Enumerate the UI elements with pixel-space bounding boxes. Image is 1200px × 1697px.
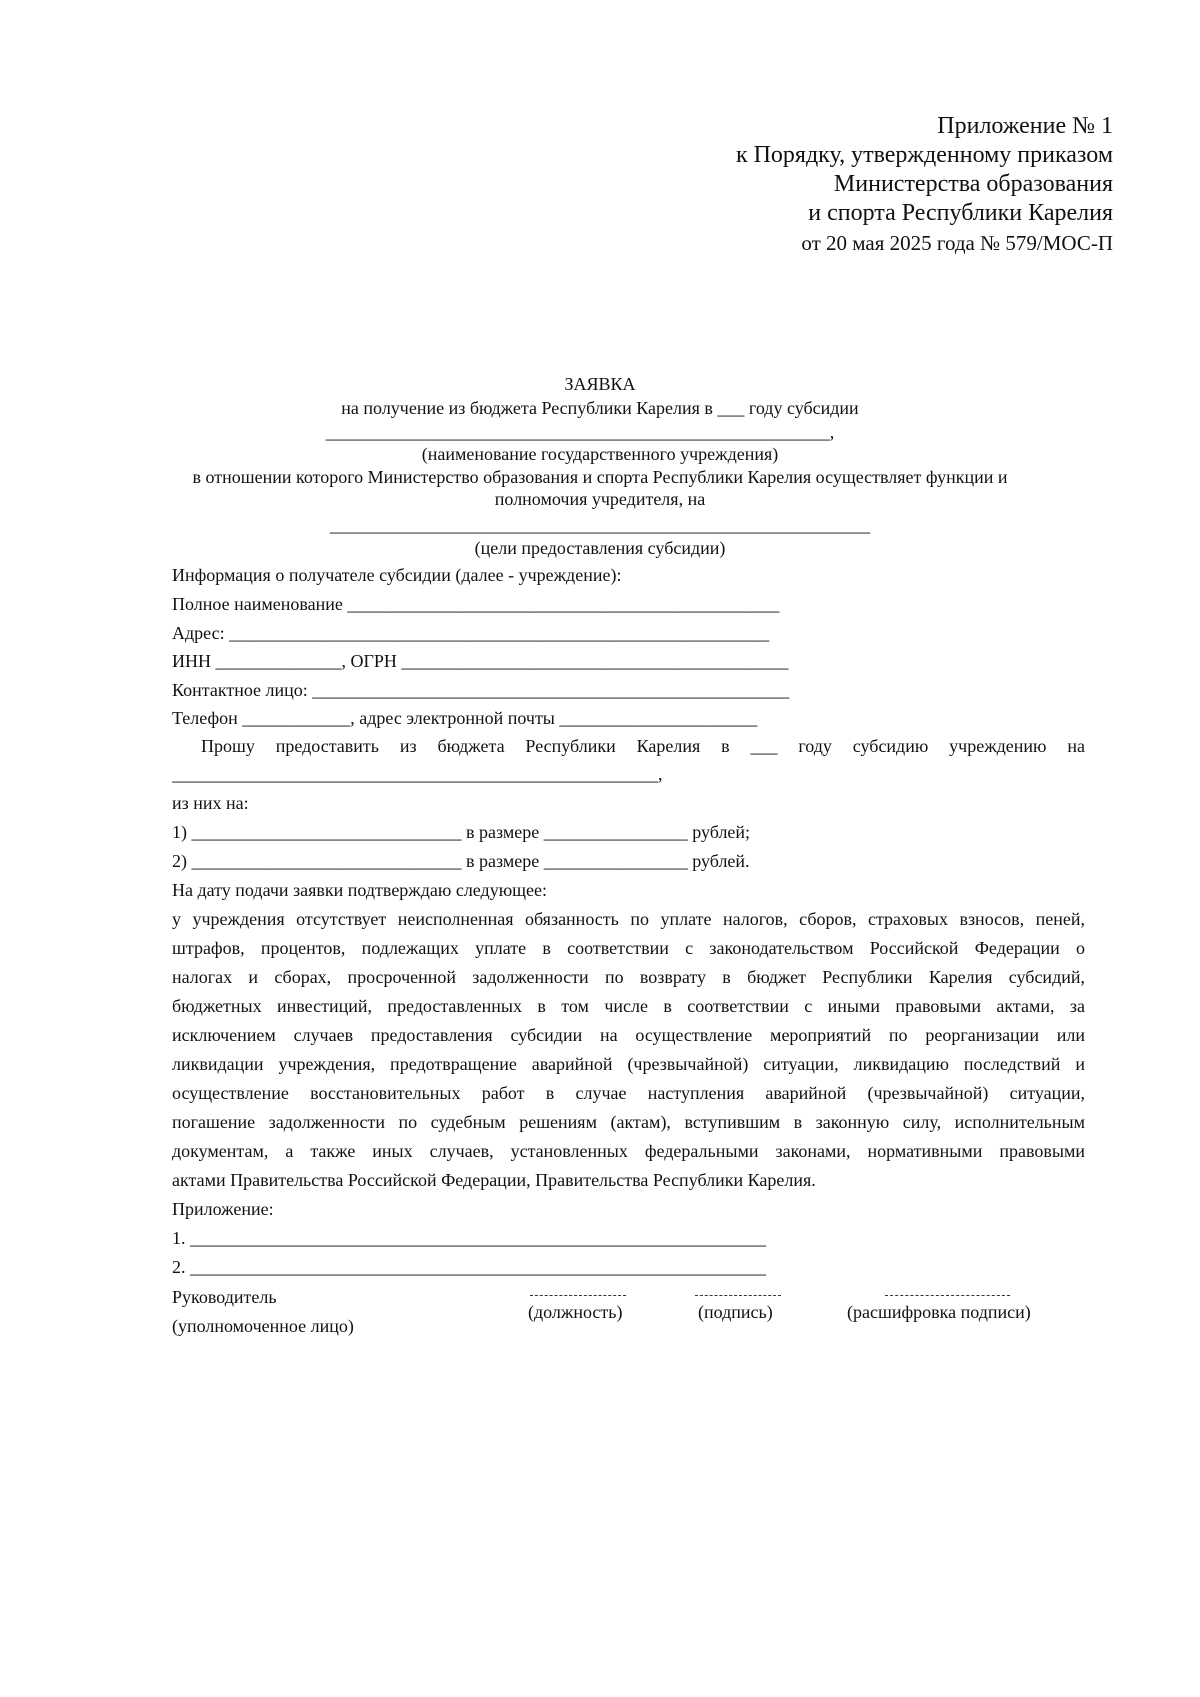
appendix-ministry-cont: и спорта Республики Карелия <box>808 200 1113 226</box>
position-signature-line[interactable] <box>530 1295 626 1296</box>
request-purpose-blank[interactable]: ______________________________________________________, <box>172 764 663 784</box>
confirm-intro: На дату подачи заявки подтверждаю следующее: <box>172 880 548 900</box>
request-line-1: Прошу предоставить из бюджета Республики Карелия в ___ году субсидию учреждению на <box>201 736 1085 756</box>
position-hint: (должность) <box>528 1302 623 1322</box>
request-item-1[interactable]: 1) ______________________________ в размере ________________ рублей; <box>172 822 751 842</box>
appendix-ministry: Министерства образования <box>833 171 1113 197</box>
purpose-blank[interactable]: ____________________________________________________________ <box>330 515 870 535</box>
phone-email-field[interactable]: Телефон ____________, адрес электронной почты ______________________ <box>172 708 758 728</box>
address-field[interactable]: Адрес: ____________________________________________________________ <box>172 623 770 643</box>
document-title: ЗАЯВКА <box>564 374 636 394</box>
recipient-intro: Информация о получателе субсидии (далее - учреждение): <box>172 565 622 585</box>
relation-text-2: полномочия учредителя, на <box>494 489 706 509</box>
request-item-2[interactable]: 2) ______________________________ в размере ________________ рублей. <box>172 851 750 871</box>
institution-hint: (наименование государственного учреждения) <box>421 444 779 464</box>
attachments-label: Приложение: <box>172 1199 274 1219</box>
confirm-line: актами Правительства Российской Федерации, Правительства Республики Карелия. <box>172 1170 816 1190</box>
decode-hint: (расшифровка подписи) <box>847 1302 1031 1322</box>
sign-signature-line[interactable] <box>695 1295 781 1296</box>
contact-person-field[interactable]: Контактное лицо: _____________________________________________________ <box>172 680 790 700</box>
of-which-label: из них на: <box>172 793 249 813</box>
confirm-line: бюджетных инвестиций, предоставленных в том числе в соответствии с иными правовыми актами, за <box>172 996 1085 1016</box>
attachment-item-2[interactable]: 2. ________________________________________________________________ <box>172 1257 766 1277</box>
signer-role: Руководитель <box>172 1287 277 1307</box>
appendix-header <box>736 112 1113 258</box>
full-name-field[interactable]: Полное наименование ________________________________________________ <box>172 594 780 614</box>
inn-ogrn-field[interactable]: ИНН ______________, ОГРН ___________________________________________ <box>172 651 789 671</box>
decode-signature-line[interactable] <box>885 1295 1010 1296</box>
appendix-order-ref: к Порядку, утвержденному приказом <box>735 142 1113 168</box>
sign-hint: (подпись) <box>698 1302 773 1322</box>
confirm-line: осуществление восстановительных работ в случае наступления аварийной (чрезвычайной) ситуации, <box>172 1083 1085 1103</box>
confirm-line: погашение задолженности по судебным решениям (актам), вступившим в законную силу, исполнительным <box>172 1112 1085 1132</box>
appendix-number: Приложение № 1 <box>937 113 1113 139</box>
purpose-hint: (цели предоставления субсидии) <box>474 538 726 558</box>
relation-text-1: в отношении которого Министерство образования и спорта Республики Карелия осуществляет функции и <box>192 467 1008 487</box>
confirm-line: исключением случаев предоставления субсидии на осуществление мероприятий по реорганизации или <box>172 1025 1085 1045</box>
document-subtitle: на получение из бюджета Республики Карелия в ___ году субсидии <box>341 398 859 418</box>
institution-blank[interactable]: ________________________________________________________, <box>325 422 835 442</box>
confirm-line: ликвидации учреждения, предотвращение аварийной (чрезвычайной) ситуации, ликвидацию последствий и <box>172 1054 1085 1074</box>
signer-role-sub: (уполномоченное лицо) <box>172 1316 354 1336</box>
confirm-line: налогах и сборах, просроченной задолженности по возврату в бюджет Республики Карелия субсидий, <box>172 967 1085 987</box>
confirm-line: документам, а также иных случаев, установленных федеральными законами, нормативными правовыми <box>172 1141 1085 1161</box>
confirm-line: у учреждения отсутствует неисполненная обязанность по уплате налогов, сборов, страховых взносов, пеней, <box>172 909 1085 929</box>
appendix-date: от 20 мая 2025 года № 579/МОС-П <box>801 231 1113 255</box>
attachment-item-1[interactable]: 1. ________________________________________________________________ <box>172 1228 766 1248</box>
confirm-line: штрафов, процентов, подлежащих уплате в соответствии с законодательством Российской Федерации о <box>172 938 1085 958</box>
